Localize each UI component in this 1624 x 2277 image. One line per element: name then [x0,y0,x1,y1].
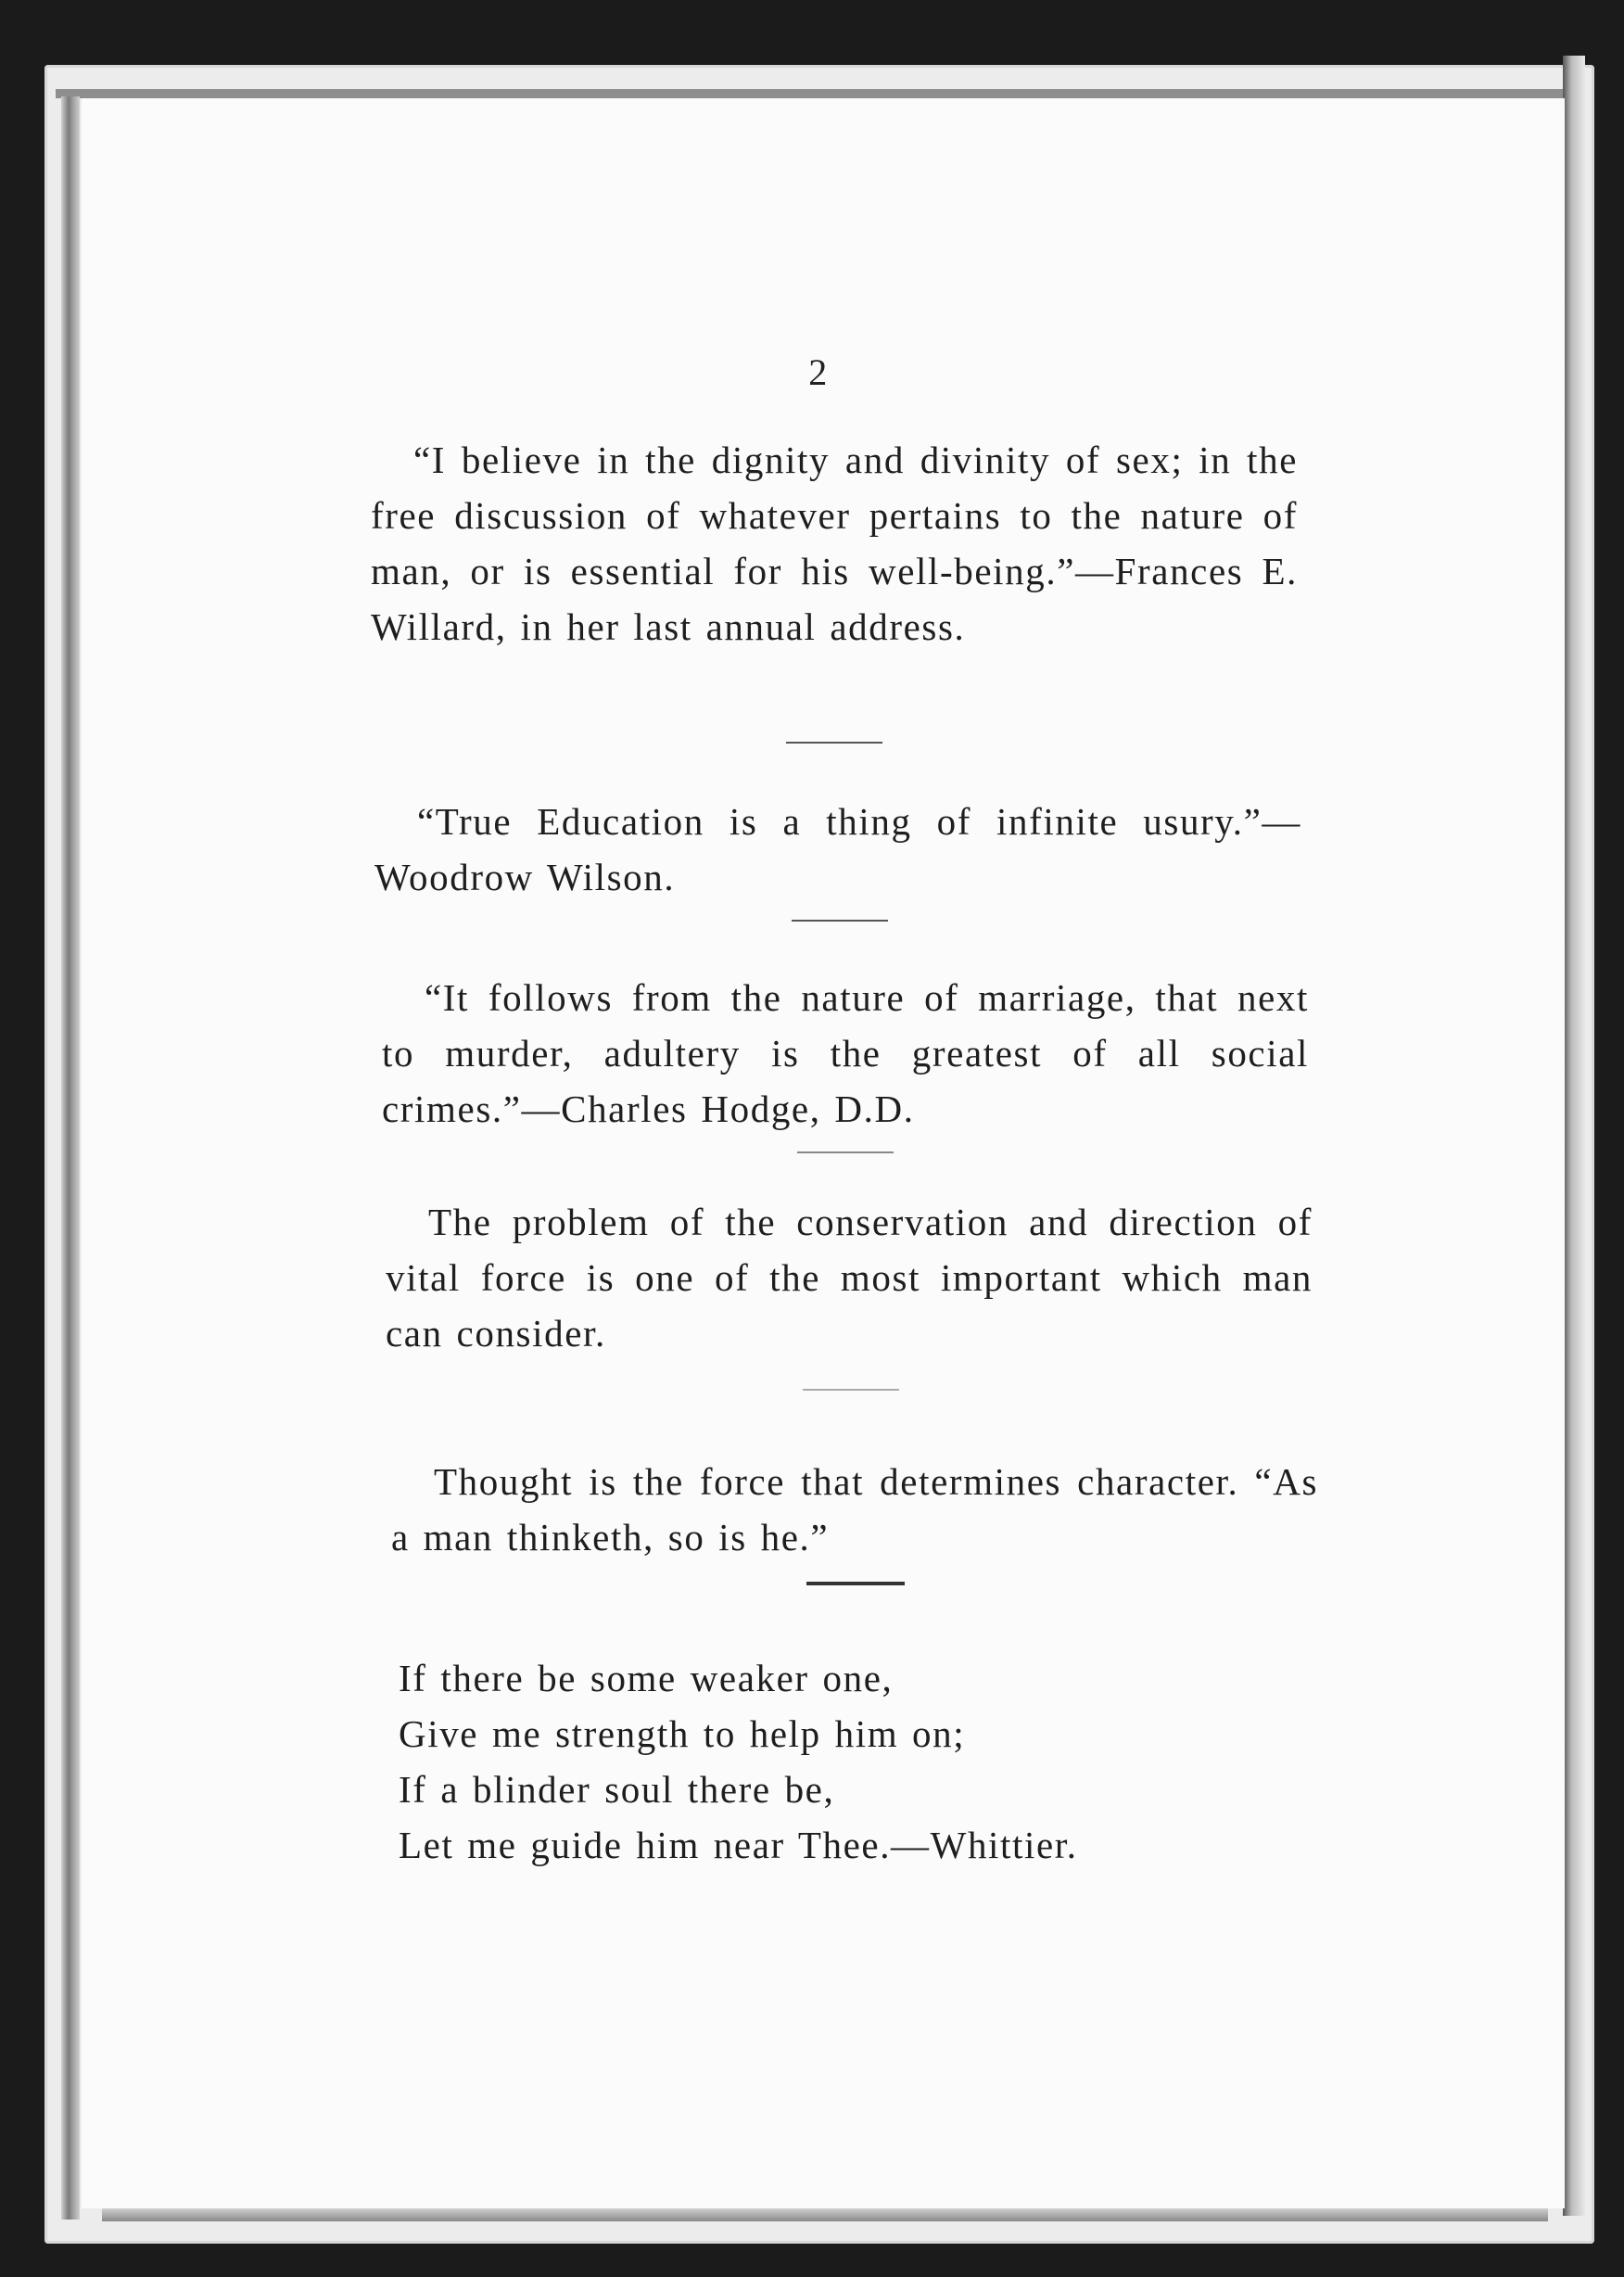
book-page [82,98,1565,2208]
quote-wilson: “True Education is a thing of infinite usury.”—Woodrow Wilson. [374,800,1301,898]
board-edge-bottom [102,2208,1548,2221]
quote-hodge: “It follows from the nature of marriage, that next to murder, adultery is the greatest of all social crimes.”—Charles Hodge, D.D. [382,976,1309,1130]
board-edge-left [61,96,80,2220]
separator-rule [792,920,888,922]
paragraph-thought: Thought is the force that determines character. “As a man thinketh, so is he.” [391,1460,1318,1558]
verse-line: Give me strength to help him on; [399,1712,966,1755]
adjacent-page-edge [1563,56,1585,2216]
verse-line: Let me guide him near Thee.—Whittier. [399,1824,1078,1866]
page-number: 2 [808,351,829,393]
paragraph-vital-force: The problem of the conservation and direction of vital force is one of the most important which man can consider. [386,1201,1313,1355]
quote-willard: “I believe in the dignity and divinity of sex; in the free discussion of whatever pertains to the nature of man, or is essential for his well-being.”—Frances E. Willard, in her last annual address. [371,439,1298,648]
separator-rule [797,1151,894,1153]
separator-rule [786,742,882,744]
verse-whittier [399,1650,1326,1873]
verse-line: If there be some weaker one, [399,1657,894,1699]
separator-rule [806,1582,905,1585]
verse-line: If a blinder soul there be, [399,1768,835,1811]
separator-rule [803,1389,899,1391]
board-edge-top [56,89,1572,98]
